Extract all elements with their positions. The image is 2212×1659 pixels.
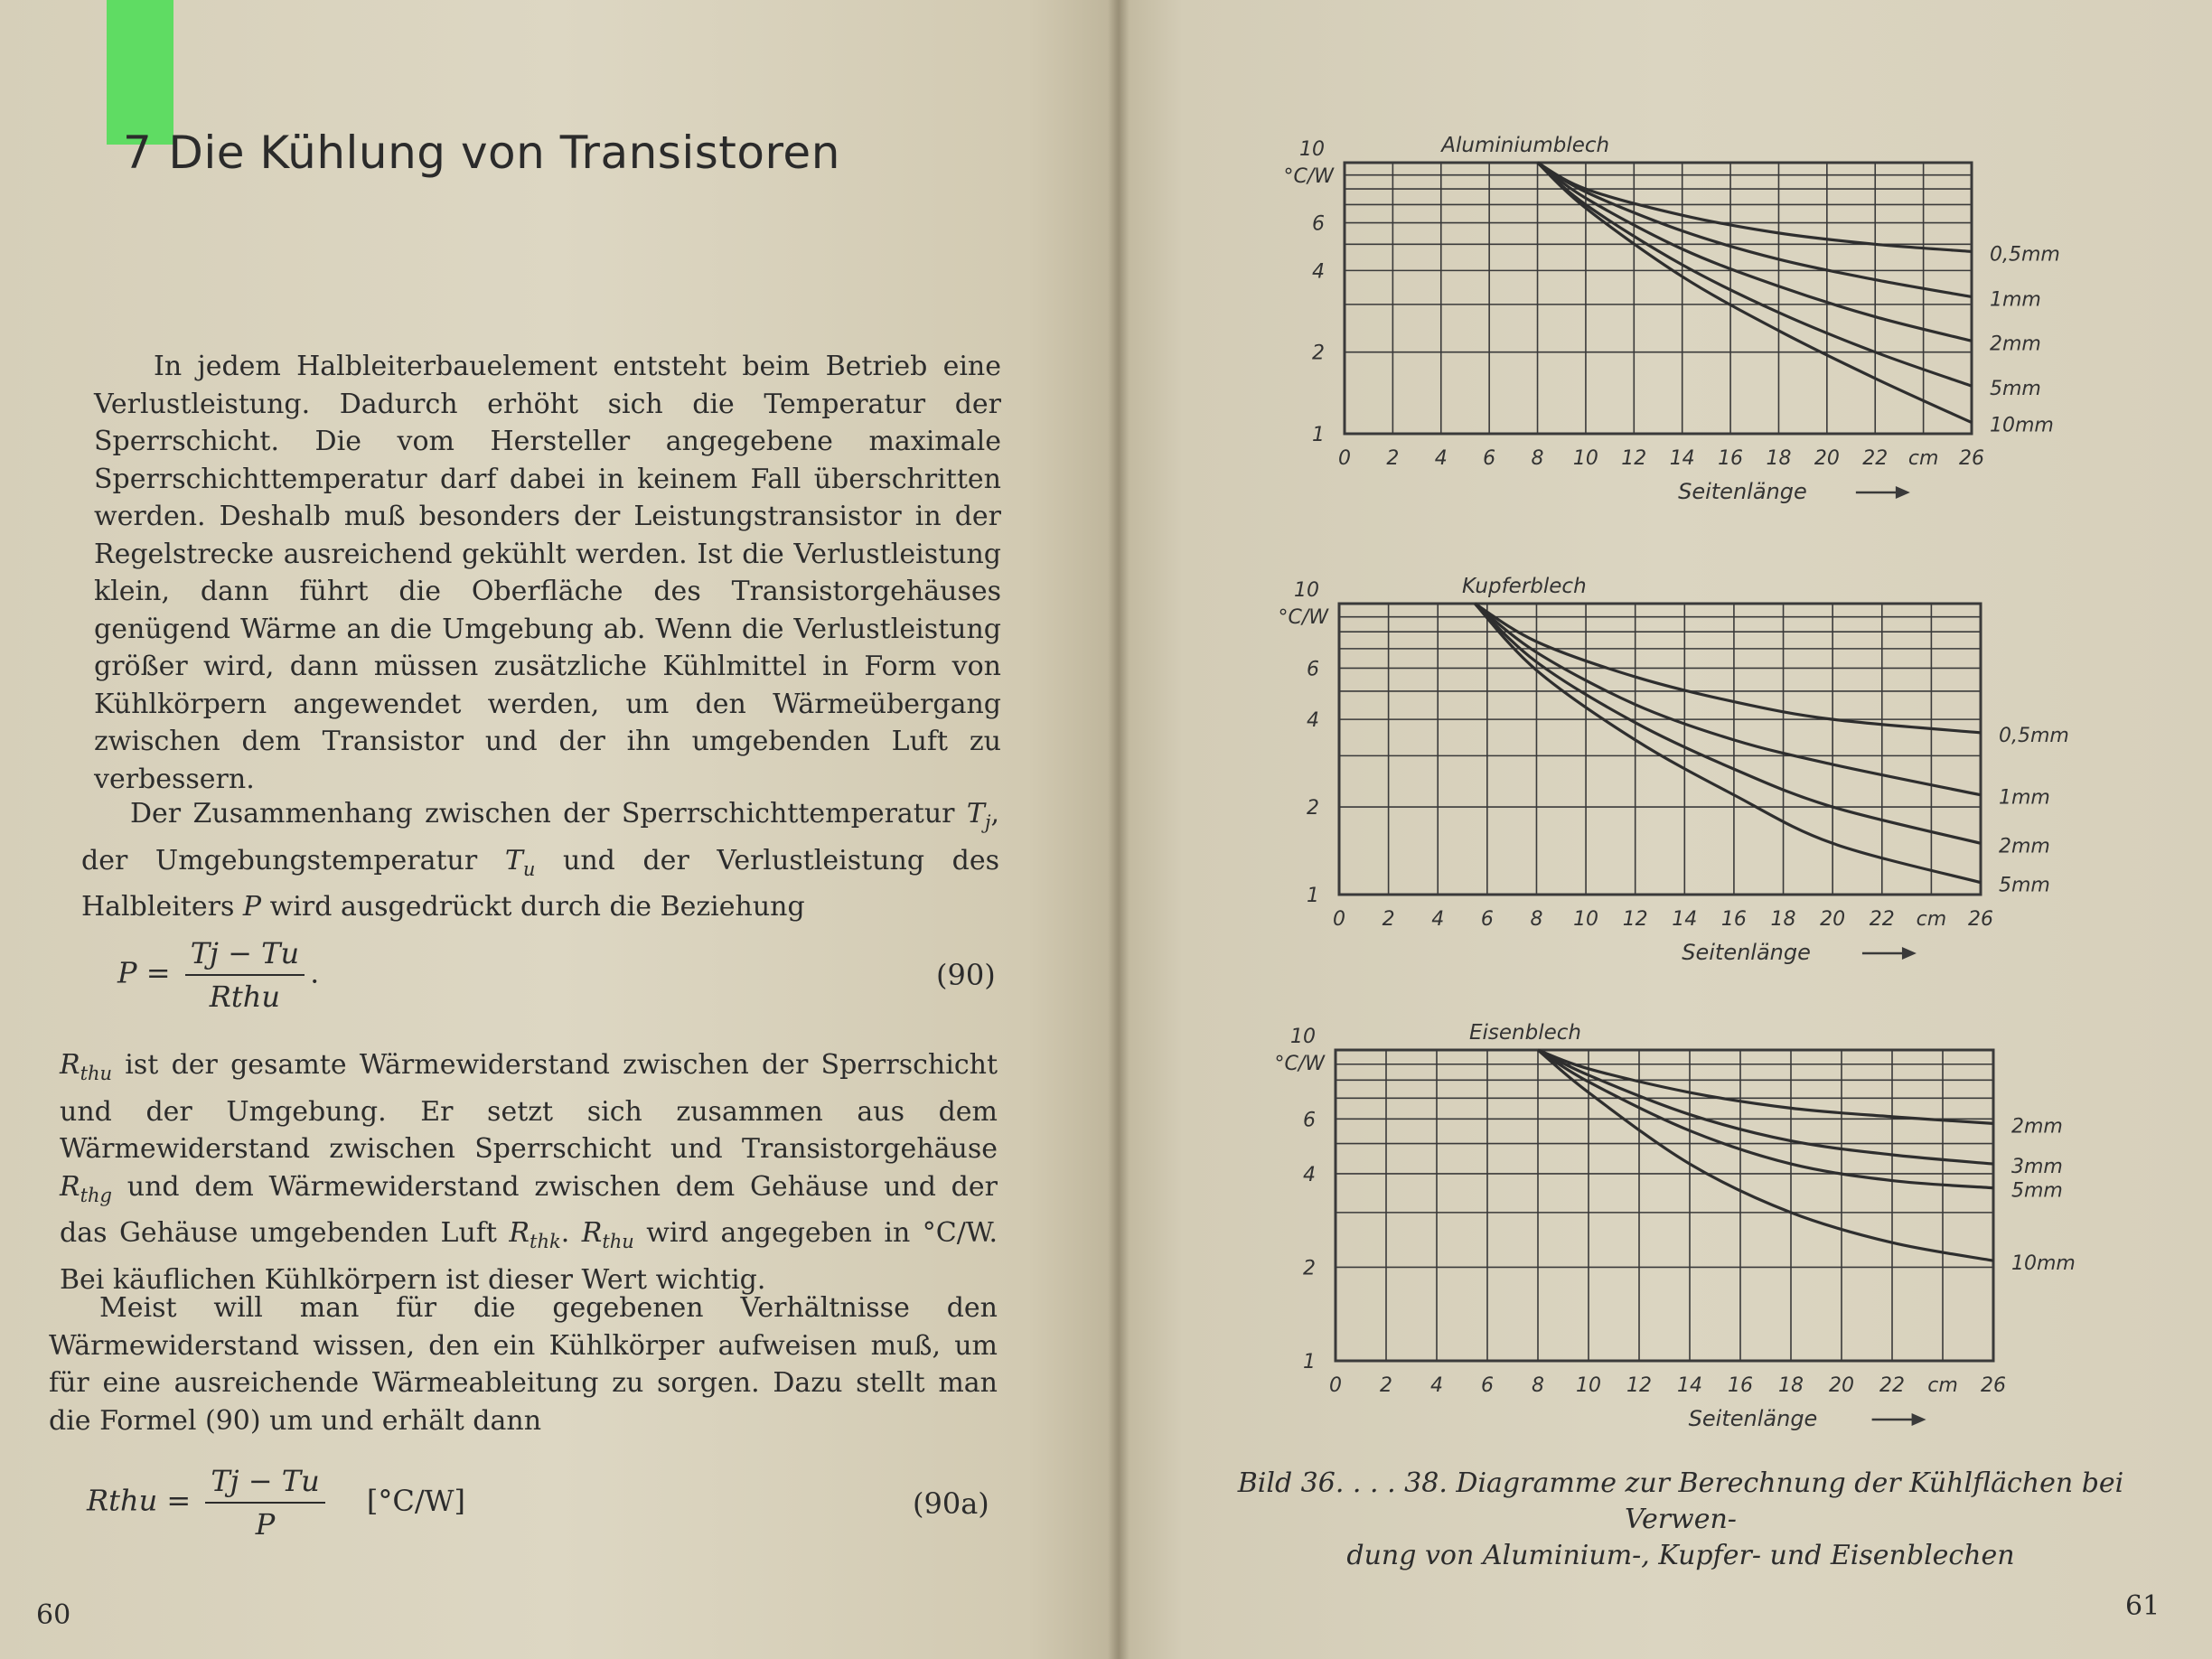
figure-caption: Bild 36. . . . 38. Diagramme zur Berechnung der Kühlflächen bei Verwen- dung von Aluminium-, Kupfer- und Eisenblechen	[1237, 1467, 2124, 1571]
kupfer-xtick-label: 26	[1968, 908, 1993, 931]
kupfer-xlabel: Seitenlänge	[1682, 940, 1811, 965]
eisen-xtick-label: 4	[1430, 1374, 1443, 1397]
kupfer-xtick-label: 18	[1770, 908, 1796, 931]
eisen-xtick-label: 2	[1380, 1374, 1392, 1397]
aluminium-ytick-label: 6	[1312, 212, 1325, 236]
kupfer-xtick-label: 20	[1820, 908, 1846, 931]
aluminium-ytick-label: 10	[1299, 138, 1325, 161]
kupfer-xtick-label: 10	[1573, 908, 1599, 931]
aluminium-xtick-label: 2	[1386, 447, 1400, 470]
paragraph-2: Der Zusammenhang zwischen der Sperrschichttemperatur $T_j$, der Umgebungstemperatur $T_u$ und der Verlustleistung des Halbleiters P wird ausgedrückt durch die Beziehung	[81, 798, 999, 923]
equation-number-90: (90)	[936, 958, 996, 992]
eisen-ytick-label: 4	[1303, 1163, 1316, 1186]
aluminium-xtick-label: 20	[1814, 447, 1840, 470]
aluminium-ytick-label: 4	[1312, 260, 1325, 284]
aluminium-xtick-label: 18	[1766, 447, 1792, 470]
page-number-right: 61	[2125, 1590, 2160, 1622]
aluminium-xtick-label: 26	[1959, 447, 1984, 470]
formula-90a: Rthu = $\frac{Tj - Tu}{P}$ [°C/W]	[87, 1464, 465, 1542]
kupfer-ytick-label: 6	[1307, 658, 1319, 681]
aluminium-series-label: 2mm	[1990, 333, 2041, 356]
eisen-xtick-label: 20	[1829, 1374, 1854, 1397]
symbol-rthk: $R_{thk}$	[509, 1217, 561, 1252]
kupfer-title: Kupferblech	[1461, 575, 1587, 598]
aluminium-title: Aluminiumblech	[1441, 134, 1610, 157]
kupfer-ytick-label: 2	[1307, 797, 1319, 820]
symbol-tu: $T_u$	[504, 844, 536, 880]
kupfer-x-unit: cm	[1916, 908, 1947, 931]
eisen-xtick-label: 8	[1532, 1374, 1544, 1397]
kupfer-xtick-label: 6	[1480, 908, 1494, 931]
aluminium-xtick-label: 4	[1434, 447, 1448, 470]
eisen-ytick-label: 6	[1303, 1109, 1316, 1132]
formula-90-fraction: $\frac{Tj - Tu}{\text{Rthu}}$	[185, 936, 305, 1014]
aluminium-series-label: 1mm	[1990, 288, 2041, 312]
kupfer-xtick-label: 0	[1333, 908, 1345, 931]
kupfer-ytick-label: 4	[1307, 709, 1319, 733]
eisen-ytick-label: 10	[1290, 1026, 1316, 1048]
symbol-tj: $T_j$	[966, 798, 991, 833]
eisen-ylabel: °C/W	[1274, 1053, 1325, 1075]
aluminium-xlabel-arrowhead	[1896, 486, 1910, 499]
eisen-xtick-label: 18	[1778, 1374, 1804, 1397]
kupfer-xtick-label: 8	[1530, 908, 1543, 931]
eisen-series-label: 3mm	[2011, 1156, 2063, 1179]
aluminium-series-line	[1538, 163, 1972, 423]
eisen-xlabel: Seitenlänge	[1688, 1406, 1818, 1431]
kupfer-xtick-label: 12	[1622, 908, 1648, 931]
eisen-xtick-label: 6	[1481, 1374, 1494, 1397]
eisen-series-label: 5mm	[2011, 1179, 2063, 1203]
kupfer-ytick-label: 1	[1307, 885, 1319, 907]
aluminium-xlabel: Seitenlänge	[1678, 479, 1807, 504]
aluminium-xtick-label: 10	[1572, 447, 1598, 470]
aluminium-x-unit: cm	[1907, 447, 1939, 470]
eisen-xtick-label: 16	[1728, 1374, 1753, 1397]
aluminium-series-label: 5mm	[1990, 378, 2041, 401]
aluminium-xtick-label: 0	[1338, 447, 1351, 470]
eisen-ytick-label: 1	[1303, 1351, 1316, 1373]
symbol-p: P	[242, 891, 262, 923]
formula-90a-fraction: $\frac{Tj - Tu}{P}$	[205, 1464, 324, 1542]
kupfer-xtick-label: 22	[1869, 908, 1895, 931]
aluminium-frame	[1345, 163, 1972, 434]
aluminium-xtick-label: 8	[1531, 447, 1544, 470]
eisen-xlabel-arrowhead	[1912, 1413, 1926, 1426]
page-number-left: 60	[36, 1599, 71, 1631]
aluminium-xtick-label: 14	[1669, 447, 1695, 470]
symbol-rthu-2: $R_{thu}$	[581, 1217, 634, 1252]
kupfer-series-line	[1475, 604, 1981, 883]
symbol-rthu: $R_{thu}$	[60, 1049, 113, 1084]
aluminium-xtick-label: 6	[1483, 447, 1496, 470]
eisen-xtick-label: 22	[1879, 1374, 1905, 1397]
eisen-xtick-label: 12	[1626, 1374, 1652, 1397]
eisen-series-label: 10mm	[2011, 1252, 2076, 1276]
eisen-xtick-label: 0	[1329, 1374, 1342, 1397]
eisen-xtick-label: 14	[1677, 1374, 1702, 1397]
kupfer-series-label: 0,5mm	[1999, 724, 2069, 747]
kupfer-xtick-label: 2	[1382, 908, 1395, 931]
paragraph-1: In jedem Halbleiterbauelement entsteht beim Betrieb eine Verlustleistung. Dadurch erhöht sich die Temperatur der Sperrschicht. Die vom Hersteller angegebene maximale Sperrschichttemperatur darf dabei in keinem Fall überschritten werden. Deshalb muß besonders der Leistungstransistor in der Regelstrecke ausreichend gekühlt werden. Ist die Verlustleistung klein, dann führt die Oberfläche des Transistorgehäuses genügend Wärme an die Umgebung ab. Wenn die Verlustleistung größer wird, dann müssen zusätzliche Kühlmittel in Form von Kühlkörpern angewendet werden, um den Wärmeübergang zwischen dem Transistor und der ihn umgebenden Luft zu verbessern.	[94, 351, 1001, 795]
formula-90: P = $\frac{Tj - Tu}{\text{Rthu}}$ .	[117, 936, 320, 1014]
aluminium-ytick-label: 1	[1312, 424, 1325, 446]
eisen-series-label: 2mm	[2011, 1115, 2063, 1139]
kupfer-xtick-label: 16	[1720, 908, 1747, 931]
aluminium-series-label: 10mm	[1990, 414, 2054, 437]
aluminium-xtick-label: 16	[1718, 447, 1744, 470]
aluminium-ylabel: °C/W	[1283, 165, 1334, 188]
eisen-xtick-label: 10	[1576, 1374, 1601, 1397]
aluminium-xtick-label: 22	[1862, 447, 1889, 470]
kupfer-series-label: 1mm	[1999, 786, 2050, 810]
kupfer-series-label: 2mm	[1999, 835, 2050, 858]
paragraph-3: $R_{thu}$ ist der gesamte Wärmewiderstand zwischen der Sperrschicht und der Umgebung. Er setzt sich zusammen aus dem Wärmewiderstand zwischen Sperrschicht und Transistorgehäuse $R_{thg}$ und dem Wärmewiderstand zwischen dem Gehäuse und der das Gehäuse umgebenden Luft $R_{thk}$. $R_{thu}$ wird angegeben in °C/W. Bei käuflichen Kühlkörpern ist dieser Wert wichtig.	[60, 1049, 998, 1296]
kupfer-frame	[1339, 604, 1981, 895]
eisen-series-line	[1538, 1050, 1993, 1123]
kupfer-xtick-label: 4	[1431, 908, 1445, 931]
equation-number-90a: (90a)	[913, 1486, 989, 1521]
kupfer-xtick-label: 14	[1672, 908, 1698, 931]
eisen-xtick-label: 26	[1981, 1374, 2006, 1397]
eisen-frame	[1336, 1050, 1993, 1361]
paragraph-4: Meist will man für die gegebenen Verhältnisse den Wärmewiderstand wissen, den ein Kühlkörper aufweisen muß, um für eine ausreichende Wärmeableitung zu sorgen. Dazu stellt man die Formel (90) um und erhält dann	[49, 1292, 998, 1437]
chapter-number: 7	[123, 127, 153, 179]
aluminium-ytick-label: 2	[1312, 342, 1325, 365]
symbol-rthg: $R_{thg}$	[60, 1170, 113, 1206]
kupfer-ylabel: °C/W	[1278, 606, 1328, 629]
eisen-x-unit: cm	[1927, 1374, 1958, 1397]
aluminium-xtick-label: 12	[1621, 447, 1647, 470]
kupfer-xlabel-arrowhead	[1902, 947, 1917, 960]
kupfer-series-label: 5mm	[1999, 874, 2050, 897]
eisen-title: Eisenblech	[1469, 1021, 1581, 1045]
kupfer-ytick-label: 10	[1294, 579, 1319, 602]
chapter-title: Die Kühlung von Transistoren	[168, 127, 840, 179]
eisen-ytick-label: 2	[1303, 1257, 1316, 1280]
aluminium-series-label: 0,5mm	[1990, 243, 2060, 267]
